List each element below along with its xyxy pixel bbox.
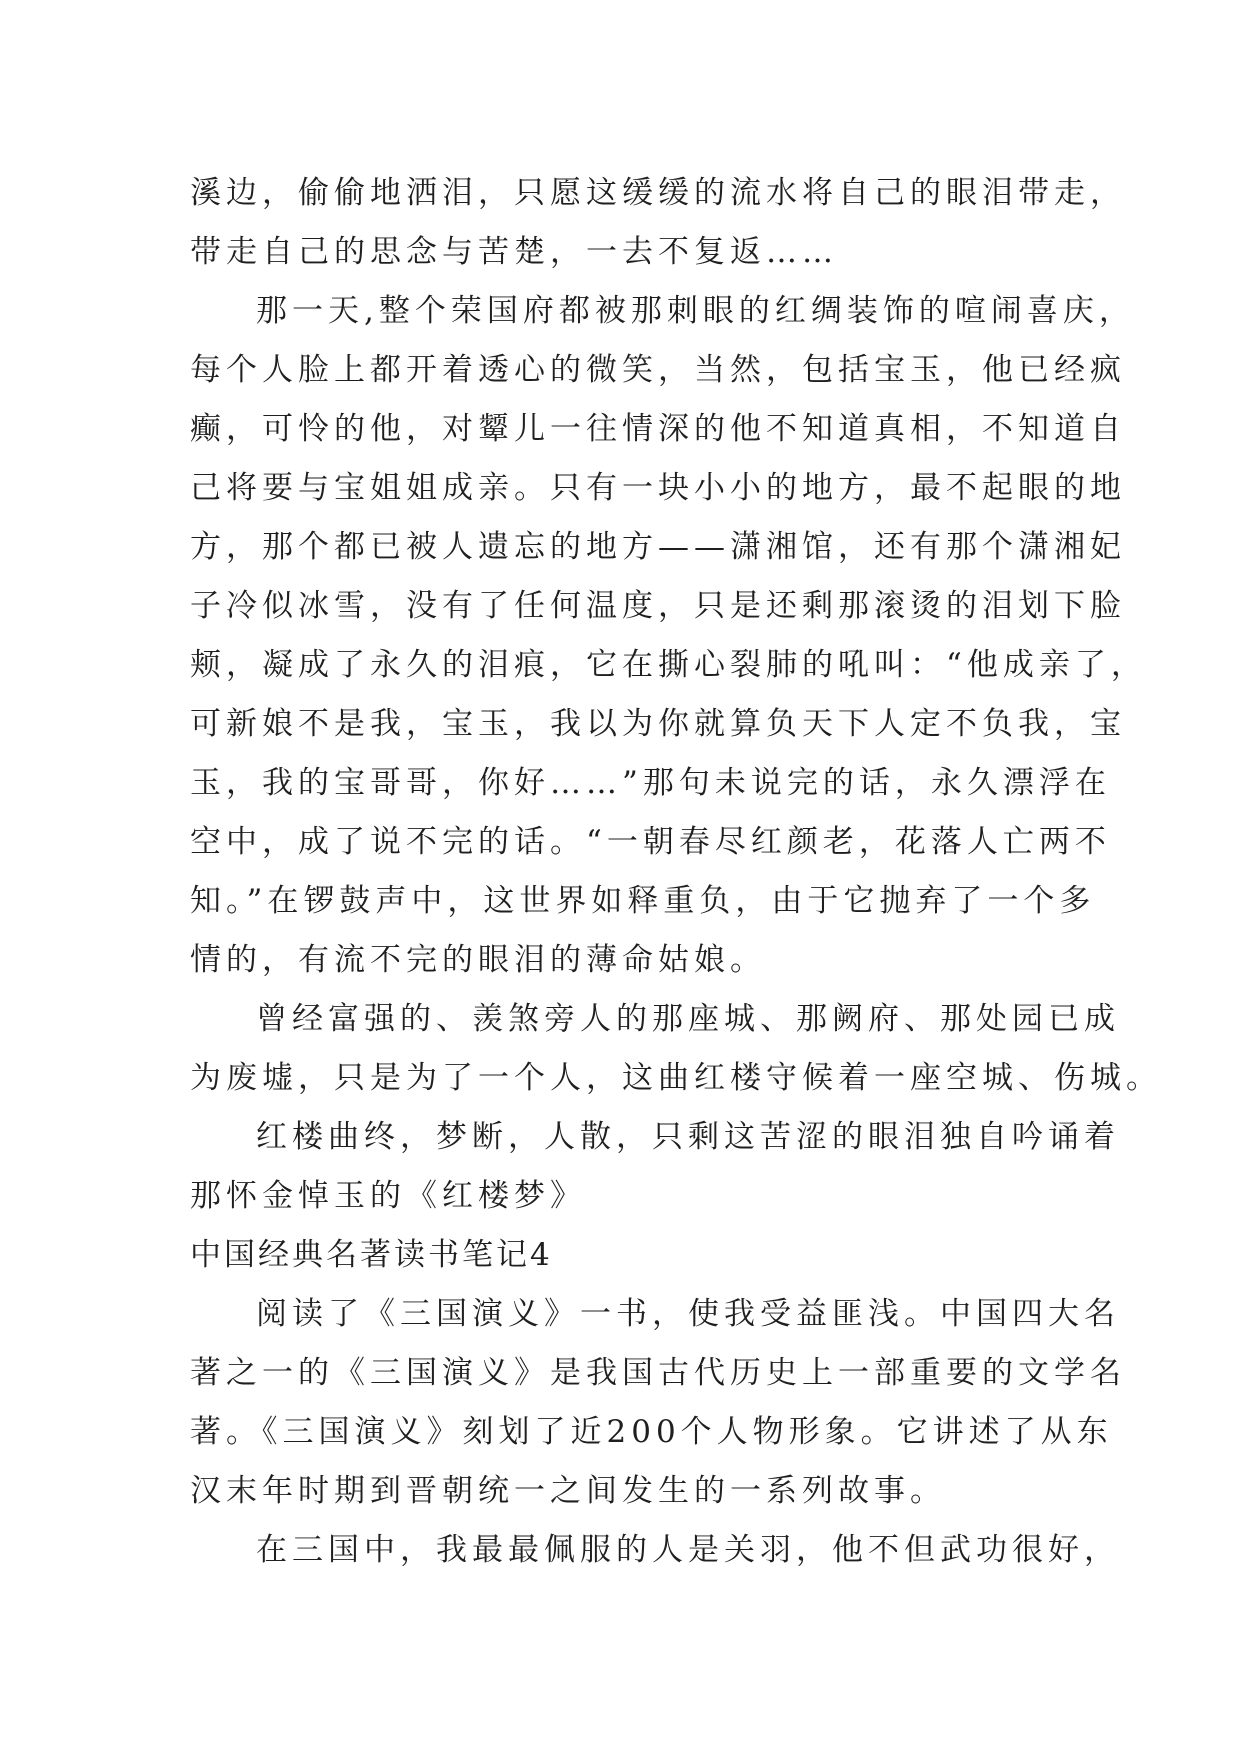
text-line: 那一天,整个荣国府都被那刺眼的红绸装饰的喧闹喜庆， — [256, 293, 1135, 329]
text-line: 方，那个都已被人遗忘的地方——潇湘馆，还有那个潇湘妃 — [190, 529, 1126, 565]
text-line: 溪边，偷偷地洒泪，只愿这缓缓的流水将自己的眼泪带走， — [190, 175, 1126, 211]
text-line: 著。《三国演义》刻划了近200个人物形象。它讲述了从东 — [190, 1414, 1113, 1450]
text-line: 可新娘不是我，宝玉，我以为你就算负天下人定不负我，宝 — [190, 706, 1126, 742]
text-line: 在三国中，我最最佩服的人是关羽，他不但武功很好， — [256, 1532, 1120, 1568]
text-line: 癫，可怜的他，对颦儿一往情深的他不知道真相，不知道自 — [190, 411, 1126, 447]
text-line: 为废墟，只是为了一个人，这曲红楼守候着一座空城、伤城。 — [190, 1060, 1162, 1096]
text-line: 汉末年时期到晋朝统一之间发生的一系列故事。 — [190, 1473, 946, 1509]
text-line: 情的，有流不完的眼泪的薄命姑娘。 — [190, 942, 766, 978]
text-line: 阅读了《三国演义》一书，使我受益匪浅。中国四大名 — [256, 1296, 1120, 1332]
text-line: 知。”在锣鼓声中，这世界如释重负，由于它抛弃了一个多 — [190, 883, 1096, 919]
text-line: 己将要与宝姐姐成亲。只有一块小小的地方，最不起眼的地 — [190, 470, 1126, 506]
text-line: 那怀金悼玉的《红楼梦》 — [190, 1178, 586, 1214]
text-line: 著之一的《三国演义》是我国古代历史上一部重要的文学名 — [190, 1355, 1126, 1391]
text-line: 子冷似冰雪，没有了任何温度，只是还剩那滚烫的泪划下脸 — [190, 588, 1126, 624]
text-line: 空中，成了说不完的话。“一朝春尽红颜老，花落人亡两不 — [190, 824, 1111, 860]
text-line: 曾经富强的、羡煞旁人的那座城、那阙府、那处园已成 — [256, 1001, 1120, 1037]
text-line: 玉，我的宝哥哥，你好……”那句未说完的话，永久漂浮在 — [190, 765, 1111, 801]
document-body — [190, 164, 1162, 1580]
section-heading: 中国经典名著读书笔记4 — [190, 1237, 553, 1273]
text-line: 红楼曲终，梦断，人散，只剩这苦涩的眼泪独自吟诵着 — [256, 1119, 1120, 1155]
text-line: 带走自己的思念与苦楚，一去不复返…… — [190, 234, 838, 270]
text-line: 颊，凝成了永久的泪痕，它在撕心裂肺的吼叫：“他成亲了， — [190, 647, 1147, 683]
text-line: 每个人脸上都开着透心的微笑，当然，包括宝玉，他已经疯 — [190, 352, 1126, 388]
